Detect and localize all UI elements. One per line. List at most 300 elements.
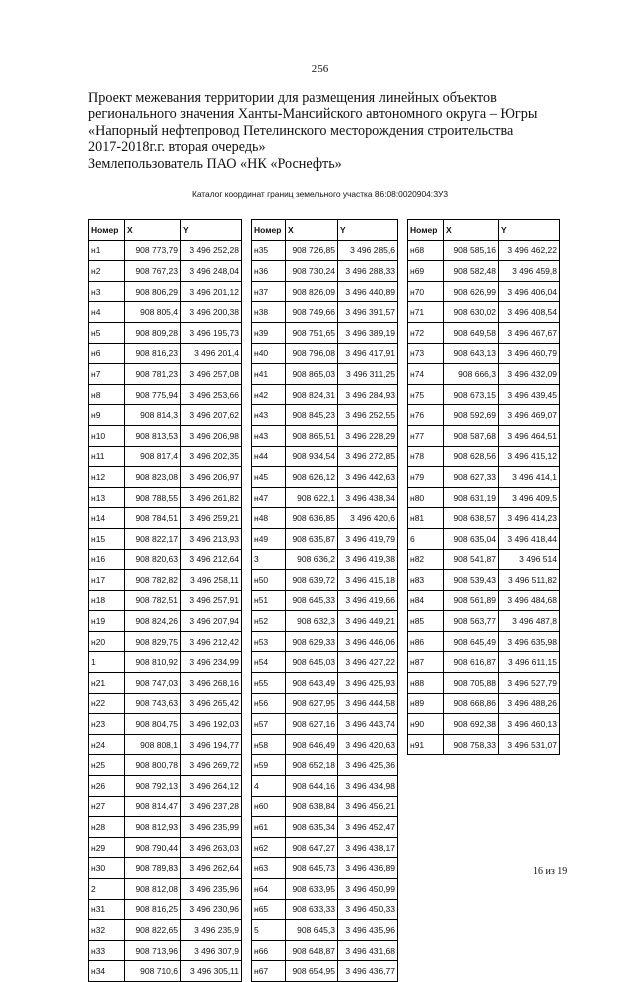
point-number-cell: н72 xyxy=(408,322,444,343)
coordinate-y-cell: 3 496 192,03 xyxy=(181,714,242,735)
coordinate-x-cell: 908 792,13 xyxy=(125,776,181,797)
table-row xyxy=(408,240,560,261)
coordinate-y-cell: 3 496 253,66 xyxy=(181,384,242,405)
table-row xyxy=(408,261,560,282)
table-row xyxy=(408,487,560,508)
coordinate-x-cell: 908 705,88 xyxy=(444,673,499,694)
coordinate-x-cell: 908 638,84 xyxy=(286,796,338,817)
coordinate-x-cell: 908 539,43 xyxy=(444,570,499,591)
coordinate-y-cell: 3 496 195,73 xyxy=(181,322,242,343)
coordinate-x-cell: 908 645,03 xyxy=(286,652,338,673)
coordinate-x-cell: 908 713,96 xyxy=(125,940,181,961)
coordinate-x-cell: 908 643,49 xyxy=(286,673,338,694)
point-number-cell: н89 xyxy=(408,693,444,714)
point-number-cell: н78 xyxy=(408,446,444,467)
point-number-cell: н77 xyxy=(408,425,444,446)
coordinate-y-cell: 3 496 235,9 xyxy=(181,920,242,941)
coordinate-x-cell: 908 626,12 xyxy=(286,467,338,488)
point-number-cell: н15 xyxy=(89,528,125,549)
table-row xyxy=(408,570,560,591)
table-row xyxy=(408,405,560,426)
coordinate-y-cell: 3 496 269,72 xyxy=(181,755,242,776)
table-row xyxy=(89,652,242,673)
coordinate-x-cell: 908 645,33 xyxy=(286,590,338,611)
coordinate-y-cell: 3 496 307,9 xyxy=(181,940,242,961)
table-row xyxy=(252,528,398,549)
point-number-cell: н69 xyxy=(408,261,444,282)
coordinate-x-cell: 908 751,65 xyxy=(286,322,338,343)
coordinate-x-cell: 908 666,3 xyxy=(444,364,499,385)
coordinates-table-3 xyxy=(407,219,560,755)
table-row xyxy=(408,652,560,673)
coordinate-y-cell: 3 496 443,74 xyxy=(338,714,398,735)
coordinate-y-cell: 3 496 419,79 xyxy=(338,528,398,549)
coordinate-y-cell: 3 496 415,18 xyxy=(338,570,398,591)
point-number-cell: н67 xyxy=(252,961,286,982)
table-row xyxy=(252,796,398,817)
table-row xyxy=(408,714,560,735)
coordinate-y-cell: 3 496 438,34 xyxy=(338,487,398,508)
coordinate-x-cell: 908 633,95 xyxy=(286,879,338,900)
point-number-cell: н79 xyxy=(408,467,444,488)
coordinate-x-cell: 908 627,33 xyxy=(444,467,499,488)
table-row xyxy=(252,961,398,982)
title-line: регионального значения Ханты-Мансийского автономного округа – Югры xyxy=(88,106,538,123)
table-row xyxy=(252,590,398,611)
coordinate-y-cell: 3 496 425,93 xyxy=(338,673,398,694)
table-row xyxy=(89,817,242,838)
coordinate-x-cell: 908 635,34 xyxy=(286,817,338,838)
table-row xyxy=(252,261,398,282)
coordinate-x-cell: 908 845,23 xyxy=(286,405,338,426)
coordinate-y-cell: 3 496 484,68 xyxy=(499,590,560,611)
table-row xyxy=(252,631,398,652)
point-number-cell: н5 xyxy=(89,322,125,343)
coordinate-x-cell: 908 810,92 xyxy=(125,652,181,673)
table-row xyxy=(252,467,398,488)
coordinate-x-cell: 908 636,2 xyxy=(286,549,338,570)
coordinate-y-cell: 3 496 434,98 xyxy=(338,776,398,797)
point-number-cell: н14 xyxy=(89,508,125,529)
coordinates-table-1 xyxy=(88,219,242,982)
coordinate-y-cell: 3 496 450,33 xyxy=(338,899,398,920)
table-row xyxy=(252,817,398,838)
point-number-cell: н58 xyxy=(252,734,286,755)
table-row xyxy=(252,652,398,673)
coordinate-x-cell: 908 645,3 xyxy=(286,920,338,941)
point-number-cell: н16 xyxy=(89,549,125,570)
coordinate-y-cell: 3 496 432,09 xyxy=(499,364,560,385)
coordinate-x-cell: 908 631,19 xyxy=(444,487,499,508)
point-number-cell: н51 xyxy=(252,590,286,611)
coordinate-y-cell: 3 496 456,21 xyxy=(338,796,398,817)
coordinate-y-cell: 3 496 258,11 xyxy=(181,570,242,591)
coordinate-x-cell: 908 587,68 xyxy=(444,425,499,446)
coordinate-y-cell: 3 496 235,96 xyxy=(181,879,242,900)
point-number-cell: н26 xyxy=(89,776,125,797)
point-number-cell: н19 xyxy=(89,611,125,632)
coordinate-y-cell: 3 496 230,96 xyxy=(181,899,242,920)
coordinate-y-cell: 3 496 228,29 xyxy=(338,425,398,446)
coordinate-y-cell: 3 496 248,04 xyxy=(181,261,242,282)
table-row xyxy=(408,302,560,323)
coordinate-y-cell: 3 496 488,26 xyxy=(499,693,560,714)
point-number-cell: н38 xyxy=(252,302,286,323)
coordinate-x-cell: 908 814,3 xyxy=(125,405,181,426)
table-row xyxy=(408,364,560,385)
coordinate-y-cell: 3 496 418,44 xyxy=(499,528,560,549)
header-number: Номер xyxy=(89,220,125,241)
coordinate-x-cell: 908 561,89 xyxy=(444,590,499,611)
coordinate-x-cell: 908 629,33 xyxy=(286,631,338,652)
table-row xyxy=(89,693,242,714)
coordinate-x-cell: 908 865,03 xyxy=(286,364,338,385)
table-row xyxy=(252,302,398,323)
table-row xyxy=(89,528,242,549)
point-number-cell: н7 xyxy=(89,364,125,385)
coordinate-x-cell: 908 692,38 xyxy=(444,714,499,735)
point-number-cell: н55 xyxy=(252,673,286,694)
point-number-cell: н12 xyxy=(89,467,125,488)
title-line: Землепользователь ПАО «НК «Роснефть» xyxy=(88,155,342,172)
table-row xyxy=(252,281,398,302)
coordinate-y-cell: 3 496 442,63 xyxy=(338,467,398,488)
coordinate-y-cell: 3 496 311,25 xyxy=(338,364,398,385)
point-number-cell: н32 xyxy=(89,920,125,941)
table-row xyxy=(252,570,398,591)
coordinate-x-cell: 908 813,53 xyxy=(125,425,181,446)
point-number-cell: н47 xyxy=(252,487,286,508)
coordinate-y-cell: 3 496 234,99 xyxy=(181,652,242,673)
table-row xyxy=(89,673,242,694)
coordinate-x-cell: 908 782,51 xyxy=(125,590,181,611)
coordinate-x-cell: 908 829,75 xyxy=(125,631,181,652)
coordinate-y-cell: 3 496 439,45 xyxy=(499,384,560,405)
coordinate-y-cell: 3 496 449,21 xyxy=(338,611,398,632)
title-line: Проект межевания территории для размещения линейных объектов xyxy=(88,90,497,106)
point-number-cell: н83 xyxy=(408,570,444,591)
table-row xyxy=(89,281,242,302)
point-number-cell: н2 xyxy=(89,261,125,282)
coordinate-y-cell: 3 496 207,62 xyxy=(181,405,242,426)
coordinate-y-cell: 3 496 406,04 xyxy=(499,281,560,302)
point-number-cell: н28 xyxy=(89,817,125,838)
coordinate-y-cell: 3 496 527,79 xyxy=(499,673,560,694)
point-number-cell: н60 xyxy=(252,796,286,817)
table-row xyxy=(252,611,398,632)
coordinate-x-cell: 908 622,1 xyxy=(286,487,338,508)
coordinate-x-cell: 908 822,17 xyxy=(125,528,181,549)
point-number-cell: 4 xyxy=(252,776,286,797)
header-x: X xyxy=(444,220,499,241)
coordinate-y-cell: 3 496 427,22 xyxy=(338,652,398,673)
coordinate-y-cell: 3 496 435,96 xyxy=(338,920,398,941)
coordinate-x-cell: 908 743,63 xyxy=(125,693,181,714)
table-row xyxy=(89,631,242,652)
coordinate-y-cell: 3 496 464,51 xyxy=(499,425,560,446)
table-row xyxy=(89,261,242,282)
table-row xyxy=(252,899,398,920)
table-header-row xyxy=(252,220,398,241)
coordinate-y-cell: 3 496 467,67 xyxy=(499,322,560,343)
coordinate-x-cell: 908 647,27 xyxy=(286,837,338,858)
point-number-cell: н48 xyxy=(252,508,286,529)
point-number-cell: н25 xyxy=(89,755,125,776)
point-number-cell: н76 xyxy=(408,405,444,426)
coordinate-x-cell: 908 644,16 xyxy=(286,776,338,797)
coordinate-x-cell: 908 804,75 xyxy=(125,714,181,735)
table-row xyxy=(89,755,242,776)
point-number-cell: н27 xyxy=(89,796,125,817)
point-number-cell: н29 xyxy=(89,837,125,858)
point-number-cell: н33 xyxy=(89,940,125,961)
point-number-cell: н85 xyxy=(408,611,444,632)
table-row xyxy=(89,487,242,508)
point-number-cell: н1 xyxy=(89,240,125,261)
coordinate-y-cell: 3 496 419,66 xyxy=(338,590,398,611)
point-number-cell: н61 xyxy=(252,817,286,838)
coordinate-x-cell: 908 649,58 xyxy=(444,322,499,343)
coordinate-x-cell: 908 934,54 xyxy=(286,446,338,467)
point-number-cell: н73 xyxy=(408,343,444,364)
coordinate-y-cell: 3 496 452,47 xyxy=(338,817,398,838)
coordinate-y-cell: 3 496 201,4 xyxy=(181,343,242,364)
point-number-cell: н42 xyxy=(252,384,286,405)
coordinate-x-cell: 908 673,15 xyxy=(444,384,499,405)
table-row xyxy=(408,631,560,652)
coordinate-y-cell: 3 496 305,11 xyxy=(181,961,242,982)
point-number-cell: н70 xyxy=(408,281,444,302)
point-number-cell: н64 xyxy=(252,879,286,900)
coordinate-y-cell: 3 496 264,12 xyxy=(181,776,242,797)
table-row xyxy=(252,384,398,405)
point-number-cell: н87 xyxy=(408,652,444,673)
point-number-cell: н17 xyxy=(89,570,125,591)
coordinate-x-cell: 908 630,02 xyxy=(444,302,499,323)
point-number-cell: 1 xyxy=(89,652,125,673)
coordinate-y-cell: 3 496 469,07 xyxy=(499,405,560,426)
coordinate-x-cell: 908 826,09 xyxy=(286,281,338,302)
table-row xyxy=(89,611,242,632)
coordinate-y-cell: 3 496 417,91 xyxy=(338,343,398,364)
coordinate-x-cell: 908 812,93 xyxy=(125,817,181,838)
coordinate-y-cell: 3 496 284,93 xyxy=(338,384,398,405)
coordinate-x-cell: 908 626,99 xyxy=(444,281,499,302)
coordinate-x-cell: 908 820,63 xyxy=(125,549,181,570)
coordinate-y-cell: 3 496 237,28 xyxy=(181,796,242,817)
coordinate-x-cell: 908 710,6 xyxy=(125,961,181,982)
coordinate-y-cell: 3 496 194,77 xyxy=(181,734,242,755)
coordinate-y-cell: 3 496 459,8 xyxy=(499,261,560,282)
table-row xyxy=(89,446,242,467)
coordinate-x-cell: 908 747,03 xyxy=(125,673,181,694)
coordinate-x-cell: 908 781,23 xyxy=(125,364,181,385)
table-row xyxy=(408,384,560,405)
point-number-cell: н91 xyxy=(408,734,444,755)
point-number-cell: н18 xyxy=(89,590,125,611)
coordinate-y-cell: 3 496 419,38 xyxy=(338,549,398,570)
coordinate-x-cell: 908 639,72 xyxy=(286,570,338,591)
header-y: Y xyxy=(338,220,398,241)
coordinate-x-cell: 908 652,18 xyxy=(286,755,338,776)
table-row xyxy=(408,322,560,343)
coordinate-y-cell: 3 496 531,07 xyxy=(499,734,560,755)
table-row xyxy=(89,425,242,446)
coordinate-y-cell: 3 496 460,13 xyxy=(499,714,560,735)
coordinate-y-cell: 3 496 415,12 xyxy=(499,446,560,467)
point-number-cell: н10 xyxy=(89,425,125,446)
point-number-cell: н71 xyxy=(408,302,444,323)
table-row xyxy=(408,734,560,755)
table-row xyxy=(89,776,242,797)
table-row xyxy=(89,384,242,405)
coordinate-x-cell: 908 758,33 xyxy=(444,734,499,755)
coordinate-y-cell: 3 496 450,99 xyxy=(338,879,398,900)
coordinate-x-cell: 908 806,29 xyxy=(125,281,181,302)
table-row xyxy=(89,467,242,488)
coordinate-x-cell: 908 822,65 xyxy=(125,920,181,941)
coordinate-y-cell: 3 496 611,15 xyxy=(499,652,560,673)
table-row xyxy=(89,879,242,900)
coordinate-x-cell: 908 816,25 xyxy=(125,899,181,920)
coordinate-x-cell: 908 809,28 xyxy=(125,322,181,343)
table-row xyxy=(252,879,398,900)
coordinate-y-cell: 3 496 207,94 xyxy=(181,611,242,632)
coordinate-x-cell: 908 648,87 xyxy=(286,940,338,961)
coordinate-y-cell: 3 496 635,98 xyxy=(499,631,560,652)
point-number-cell: н56 xyxy=(252,693,286,714)
table-row xyxy=(252,920,398,941)
table-row xyxy=(89,858,242,879)
table-row xyxy=(89,940,242,961)
coordinate-x-cell: 908 817,4 xyxy=(125,446,181,467)
table-row xyxy=(408,673,560,694)
point-number-cell: н80 xyxy=(408,487,444,508)
table-row xyxy=(408,508,560,529)
coordinate-y-cell: 3 496 202,35 xyxy=(181,446,242,467)
coordinate-y-cell: 3 496 487,8 xyxy=(499,611,560,632)
coordinate-x-cell: 908 816,23 xyxy=(125,343,181,364)
table-row xyxy=(252,240,398,261)
point-number-cell: н11 xyxy=(89,446,125,467)
coordinate-x-cell: 908 784,51 xyxy=(125,508,181,529)
coordinate-y-cell: 3 496 460,79 xyxy=(499,343,560,364)
header-x: X xyxy=(286,220,338,241)
coordinate-x-cell: 908 638,57 xyxy=(444,508,499,529)
point-number-cell: н31 xyxy=(89,899,125,920)
point-number-cell: н30 xyxy=(89,858,125,879)
point-number-cell: 5 xyxy=(252,920,286,941)
coordinate-x-cell: 908 805,4 xyxy=(125,302,181,323)
table-row xyxy=(89,590,242,611)
coordinate-y-cell: 3 496 446,06 xyxy=(338,631,398,652)
table-row xyxy=(252,837,398,858)
table-row xyxy=(252,673,398,694)
coordinate-x-cell: 908 726,85 xyxy=(286,240,338,261)
table-row xyxy=(89,240,242,261)
coordinate-x-cell: 908 796,08 xyxy=(286,343,338,364)
coordinate-y-cell: 3 496 268,16 xyxy=(181,673,242,694)
coordinate-x-cell: 908 775,94 xyxy=(125,384,181,405)
header-number: Номер xyxy=(408,220,444,241)
point-number-cell: н49 xyxy=(252,528,286,549)
table-row xyxy=(89,714,242,735)
table-row xyxy=(89,549,242,570)
table-row xyxy=(252,364,398,385)
point-number-cell: н36 xyxy=(252,261,286,282)
coordinate-y-cell: 3 496 206,97 xyxy=(181,467,242,488)
table-row xyxy=(252,549,398,570)
coordinate-y-cell: 3 496 265,42 xyxy=(181,693,242,714)
point-number-cell: н50 xyxy=(252,570,286,591)
point-number-cell: н41 xyxy=(252,364,286,385)
point-number-cell: н43 xyxy=(252,425,286,446)
coordinate-x-cell: 908 627,95 xyxy=(286,693,338,714)
point-number-cell: н82 xyxy=(408,549,444,570)
page-footer: 16 из 19 xyxy=(533,866,568,877)
point-number-cell: н24 xyxy=(89,734,125,755)
point-number-cell: н9 xyxy=(89,405,125,426)
coordinate-y-cell: 3 496 288,33 xyxy=(338,261,398,282)
title-line: 2017-2018г.г. вторая очередь» xyxy=(88,139,266,156)
point-number-cell: н63 xyxy=(252,858,286,879)
point-number-cell: н59 xyxy=(252,755,286,776)
coordinate-y-cell: 3 496 212,64 xyxy=(181,549,242,570)
table-row xyxy=(252,940,398,961)
table-row xyxy=(89,899,242,920)
point-number-cell: н74 xyxy=(408,364,444,385)
coordinate-x-cell: 908 635,87 xyxy=(286,528,338,549)
coordinate-y-cell: 3 496 272,85 xyxy=(338,446,398,467)
point-number-cell: н53 xyxy=(252,631,286,652)
point-number-cell: н8 xyxy=(89,384,125,405)
table-row xyxy=(408,611,560,632)
point-number-cell: н54 xyxy=(252,652,286,673)
coordinate-y-cell: 3 496 408,54 xyxy=(499,302,560,323)
coordinate-x-cell: 908 823,08 xyxy=(125,467,181,488)
coordinate-x-cell: 908 800,78 xyxy=(125,755,181,776)
header-number: Номер xyxy=(252,220,286,241)
table-row xyxy=(408,549,560,570)
coordinate-y-cell: 3 496 436,77 xyxy=(338,961,398,982)
coordinate-y-cell: 3 496 262,64 xyxy=(181,858,242,879)
coordinate-y-cell: 3 496 436,89 xyxy=(338,858,398,879)
page-number: 256 xyxy=(311,63,329,75)
coordinate-y-cell: 3 496 431,68 xyxy=(338,940,398,961)
point-number-cell: 6 xyxy=(408,528,444,549)
table-header-row xyxy=(89,220,242,241)
coordinate-y-cell: 3 496 511,82 xyxy=(499,570,560,591)
point-number-cell: н86 xyxy=(408,631,444,652)
coordinate-y-cell: 3 496 285,6 xyxy=(338,240,398,261)
point-number-cell: н65 xyxy=(252,899,286,920)
table-row xyxy=(252,343,398,364)
coordinate-y-cell: 3 496 213,93 xyxy=(181,528,242,549)
table-row xyxy=(89,920,242,941)
coordinate-x-cell: 908 585,16 xyxy=(444,240,499,261)
table-row xyxy=(252,322,398,343)
coordinate-y-cell: 3 496 201,12 xyxy=(181,281,242,302)
coordinate-y-cell: 3 496 438,17 xyxy=(338,837,398,858)
document-title xyxy=(88,90,588,172)
coordinate-y-cell: 3 496 389,19 xyxy=(338,322,398,343)
coordinate-x-cell: 908 627,16 xyxy=(286,714,338,735)
coordinate-y-cell: 3 496 462,22 xyxy=(499,240,560,261)
coordinate-y-cell: 3 496 252,28 xyxy=(181,240,242,261)
coordinate-y-cell: 3 496 444,58 xyxy=(338,693,398,714)
coordinate-x-cell: 908 635,04 xyxy=(444,528,499,549)
coordinate-x-cell: 908 645,73 xyxy=(286,858,338,879)
